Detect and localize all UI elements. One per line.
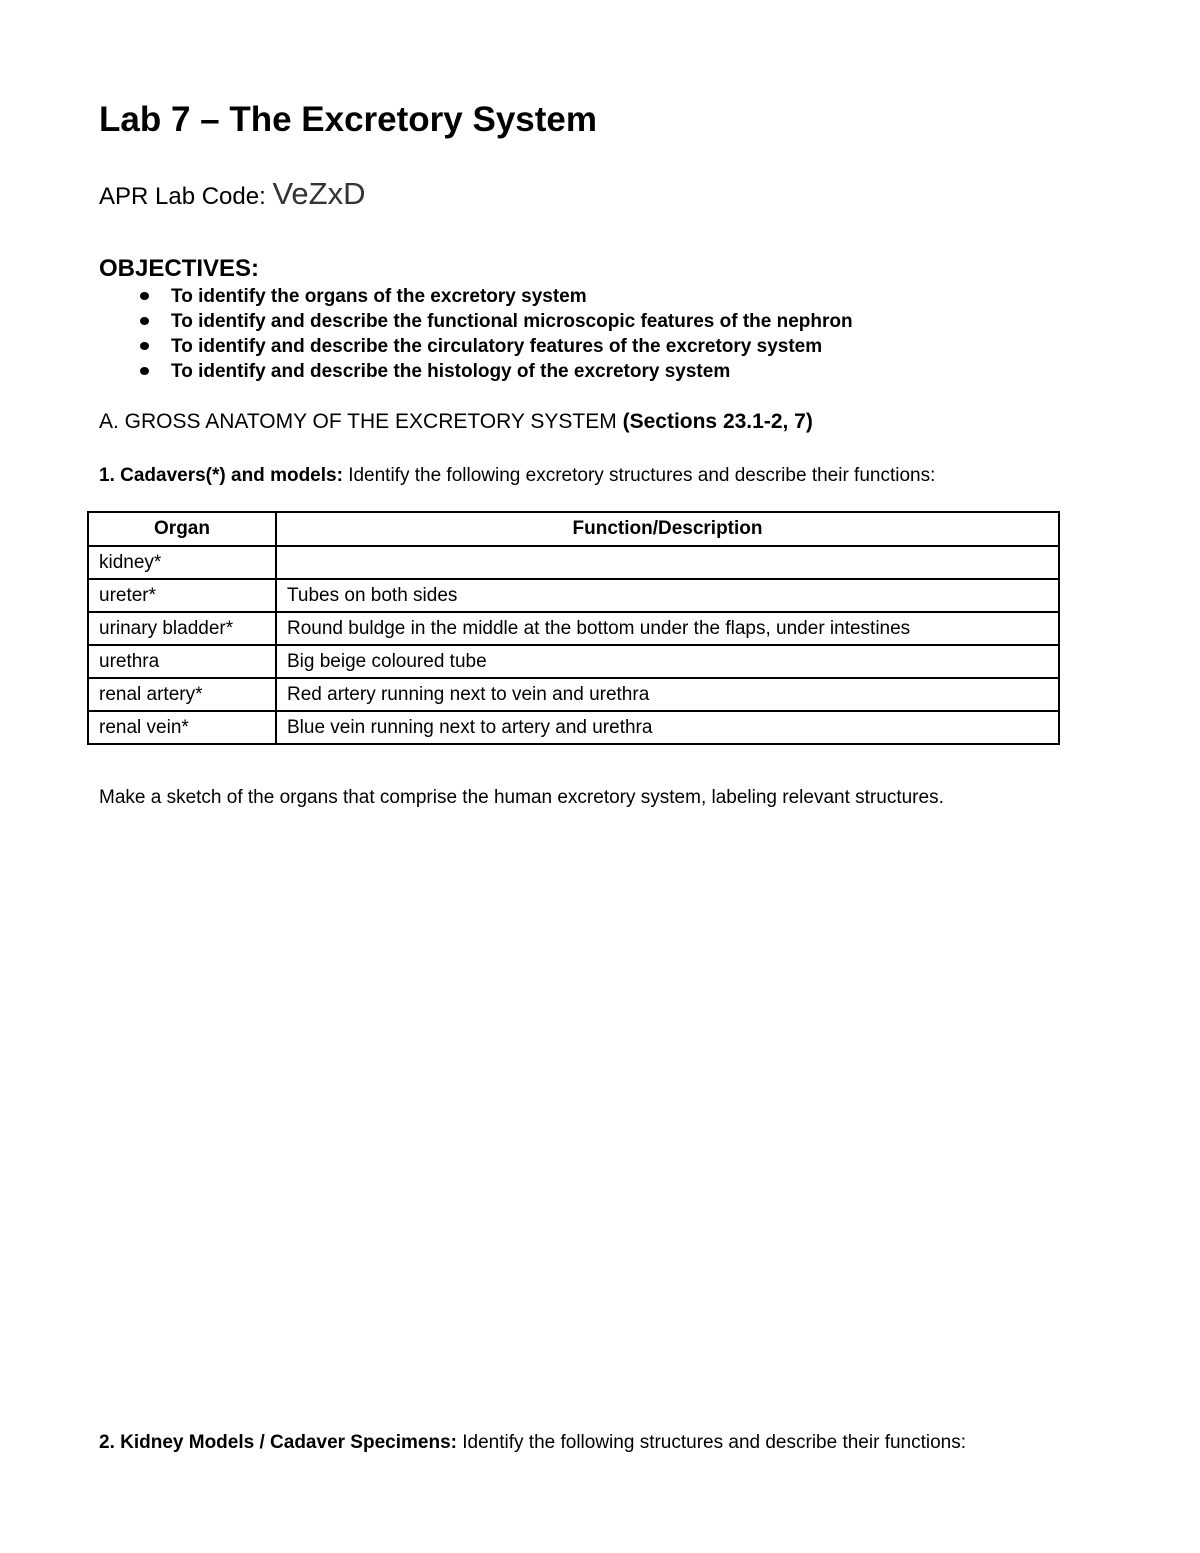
organ-cell: ureter*: [88, 579, 276, 612]
description-cell[interactable]: [276, 546, 1059, 579]
table-row: [88, 579, 1059, 612]
item-1-instruction: [99, 462, 935, 490]
item-1-lead: 1. Cadavers(*) and models:: [99, 465, 343, 486]
item-2-text: Identify the following structures and describe their functions:: [462, 1432, 967, 1453]
objectives-heading: OBJECTIVES:: [99, 255, 260, 282]
lab-code-value: VeZxD: [272, 176, 366, 211]
table-header-row: [88, 512, 1059, 546]
page-title: Lab 7 – The Excretory System: [99, 100, 597, 139]
description-cell[interactable]: Blue vein running next to artery and urethra: [276, 711, 1059, 744]
list-item: To identify and describe the functional microscopic features of the nephron: [140, 309, 853, 334]
bullet-icon: [140, 342, 149, 350]
list-item: To identify the organs of the excretory system: [140, 284, 853, 309]
column-header-function: Function/Description: [276, 512, 1059, 546]
lab-code-label: APR Lab Code:: [99, 183, 266, 210]
table-row: [88, 678, 1059, 711]
organ-cell: kidney*: [88, 546, 276, 579]
description-cell[interactable]: Big beige coloured tube: [276, 645, 1059, 678]
item-2-instruction: [99, 1429, 966, 1457]
description-cell[interactable]: Red artery running next to vein and urethra: [276, 678, 1059, 711]
organ-table: [87, 511, 1060, 745]
table-row: [88, 645, 1059, 678]
bullet-icon: [140, 367, 149, 375]
organ-cell: urinary bladder*: [88, 612, 276, 645]
bullet-icon: [140, 292, 149, 300]
organ-cell: renal artery*: [88, 678, 276, 711]
description-cell[interactable]: Tubes on both sides: [276, 579, 1059, 612]
section-a-title: A. GROSS ANATOMY OF THE EXCRETORY SYSTEM: [99, 410, 617, 433]
objectives-list: [140, 284, 853, 384]
section-a-reference: (Sections 23.1-2, 7): [622, 410, 813, 433]
table-row: [88, 711, 1059, 744]
item-1-text: Identify the following excretory structures and describe their functions:: [348, 465, 936, 486]
organ-cell: urethra: [88, 645, 276, 678]
table-row: [88, 612, 1059, 645]
item-2-lead: 2. Kidney Models / Cadaver Specimens:: [99, 1432, 457, 1453]
organ-cell: renal vein*: [88, 711, 276, 744]
bullet-icon: [140, 317, 149, 325]
list-item: To identify and describe the circulatory features of the excretory system: [140, 334, 853, 359]
description-cell[interactable]: Round buldge in the middle at the bottom under the flaps, under intestines: [276, 612, 1059, 645]
column-header-organ: Organ: [88, 512, 276, 546]
sketch-instruction: Make a sketch of the organs that comprise the human excretory system, labeling relevant structures.: [99, 787, 944, 808]
lab-code-line: [99, 176, 365, 215]
section-a-heading: [99, 407, 813, 437]
table-row: [88, 546, 1059, 579]
list-item: To identify and describe the histology of the excretory system: [140, 359, 853, 384]
